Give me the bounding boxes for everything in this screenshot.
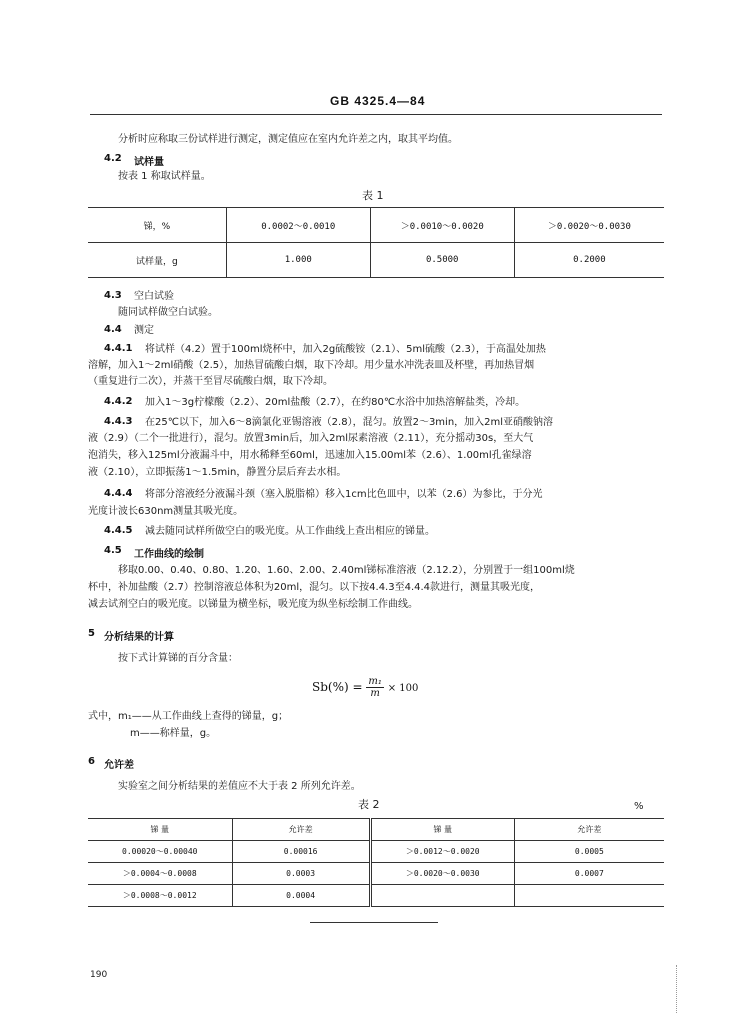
page-number: 190 bbox=[90, 970, 108, 980]
table2-unit: % bbox=[634, 801, 644, 812]
table2-cell: 0.0004 bbox=[232, 885, 370, 907]
section-4-4-5-number: 4.4.5 bbox=[104, 525, 133, 536]
table2-cell: 0.00020～0.00040 bbox=[88, 841, 232, 863]
scan-margin-mark bbox=[676, 965, 677, 1013]
table1-cell: 0.0002～0.0010 bbox=[226, 208, 370, 243]
table2-caption: 表 2 bbox=[358, 798, 380, 811]
section-6-title: 允许差 bbox=[104, 760, 134, 771]
section-4-4-4-number: 4.4.4 bbox=[104, 488, 133, 499]
formula-denominator: m bbox=[370, 688, 380, 699]
section-4-5-line: 杯中，补加盐酸（2.7）控制溶液总体积为20ml，混匀。以下按4.4.3至4.4.4款进行，测量其吸光度， bbox=[88, 582, 541, 593]
formula bbox=[312, 676, 418, 699]
intro-paragraph: 分析时应称取三份试样进行测定，测定值应在室内允许差之内，取其平均值。 bbox=[118, 134, 458, 145]
section-4-4-1-line: 溶解，加入1～2ml硝酸（2.5），加热冒硫酸白烟，取下冷却。用少量水冲洗表皿及杯壁，再加热冒烟 bbox=[88, 360, 535, 371]
table2-header-row bbox=[88, 819, 664, 841]
table1-cell: ＞0.0010～0.0020 bbox=[370, 208, 514, 243]
table1-cell: 0.2000 bbox=[514, 243, 664, 278]
section-5-text: 按下式计算锑的百分含量： bbox=[118, 653, 238, 664]
table2-header-cell: 允许差 bbox=[514, 819, 664, 841]
section-4-5-title: 工作曲线的绘制 bbox=[134, 549, 204, 560]
table1-cell: 试样量，g bbox=[88, 243, 226, 278]
table1-row bbox=[88, 208, 664, 243]
table2-header-cell: 锑 量 bbox=[370, 819, 514, 841]
section-4-2-title: 试样量 bbox=[134, 157, 164, 168]
formula-rhs: × 100 bbox=[387, 683, 419, 694]
table1-caption: 表 1 bbox=[362, 189, 384, 202]
table2-cell: 0.0007 bbox=[514, 863, 664, 885]
table2-header-cell: 锑 量 bbox=[88, 819, 232, 841]
section-4-5-line: 移取0.00、0.40、0.80、1.20、1.60、2.00、2.40ml锑标准溶液（2.12.2），分别置于一组100ml烧 bbox=[118, 565, 575, 576]
table2-cell: ＞0.0020～0.0030 bbox=[370, 863, 514, 885]
section-4-2-text: 按表 1 称取试样量。 bbox=[118, 171, 211, 182]
section-4-4-4-line: 光度计波长630nm测量其吸光度。 bbox=[88, 506, 244, 517]
section-4-4-number: 4.4 bbox=[104, 324, 122, 335]
section-4-4-3-line: 液（2.9）（二个一批进行），混匀。放置3min后，加入2ml尿素溶液（2.11），充分摇动30s，至大气 bbox=[88, 433, 534, 444]
table2-row bbox=[88, 841, 664, 863]
section-4-4-3-line: 液（2.10），立即振荡1～1.5min，静置分层后弃去水相。 bbox=[88, 467, 347, 478]
formula-fraction bbox=[366, 676, 384, 699]
section-4-4-5-line: 减去随同试样所做空白的吸光度。从工作曲线上查出相应的锑量。 bbox=[145, 526, 435, 537]
formula-numerator: m₁ bbox=[368, 676, 382, 687]
standard-code-header: GB 4325.4—84 bbox=[330, 94, 426, 108]
table2-cell: ＞0.0008～0.0012 bbox=[88, 885, 232, 907]
table1-row bbox=[88, 243, 664, 278]
section-4-3-number: 4.3 bbox=[104, 290, 122, 301]
table1-cell: ＞0.0020～0.0030 bbox=[514, 208, 664, 243]
section-5-title: 分析结果的计算 bbox=[104, 632, 174, 643]
formula-where-line-2: m——称样量，g。 bbox=[130, 728, 217, 739]
table2-cell: 0.0005 bbox=[514, 841, 664, 863]
table2-cell: 0.00016 bbox=[232, 841, 370, 863]
formula-lhs: Sb(%) = bbox=[312, 680, 363, 694]
section-4-4-3-line: 泡消失，移入125ml分液漏斗中，用水稀释至60ml，迅速加入15.00ml苯（2.6）、1.00ml孔雀绿溶 bbox=[88, 450, 532, 461]
table1-cell: 锑，% bbox=[88, 208, 226, 243]
section-4-4-3-number: 4.4.3 bbox=[104, 416, 133, 427]
section-6-number: 6 bbox=[88, 756, 95, 767]
section-4-4-2-number: 4.4.2 bbox=[104, 396, 133, 407]
formula-where-line-1: 式中，m₁——从工作曲线上查得的锑量，g； bbox=[88, 711, 289, 722]
end-of-standard-rule bbox=[310, 922, 438, 923]
table2-cell bbox=[514, 885, 664, 907]
section-4-4-1-number: 4.4.1 bbox=[104, 343, 133, 354]
section-4-4-3-line: 在25℃以下，加入6～8滴氯化亚锡溶液（2.8），混匀。放置2～3min，加入2ml亚硝酸钠溶 bbox=[145, 417, 554, 428]
section-4-4-1-line: （重复进行二次），并蒸干至冒尽硫酸白烟，取下冷却。 bbox=[88, 376, 333, 387]
section-4-4-title: 测定 bbox=[134, 325, 154, 336]
section-6-text: 实验室之间分析结果的差值应不大于表 2 所列允许差。 bbox=[118, 781, 361, 792]
table2-cell: ＞0.0012～0.0020 bbox=[370, 841, 514, 863]
section-4-5-number: 4.5 bbox=[104, 545, 122, 556]
table2 bbox=[88, 818, 664, 907]
section-4-5-line: 减去试剂空白的吸光度。以锑量为横坐标，吸光度为纵坐标绘制工作曲线。 bbox=[88, 599, 418, 610]
section-4-4-4-line: 将部分溶液经分液漏斗颈（塞入脱脂棉）移入1cm比色皿中，以苯（2.6）为参比，于分光 bbox=[145, 489, 543, 500]
table2-row bbox=[88, 863, 664, 885]
table1-cell: 0.5000 bbox=[370, 243, 514, 278]
table2-header-cell: 允许差 bbox=[232, 819, 370, 841]
table1-cell: 1.000 bbox=[226, 243, 370, 278]
section-4-2-number: 4.2 bbox=[104, 153, 122, 164]
table1 bbox=[88, 207, 664, 278]
section-4-4-2-line: 加入1～3g柠檬酸（2.2）、20ml盐酸（2.7），在约80℃水浴中加热溶解盐类，冷却。 bbox=[145, 397, 526, 408]
header-rule bbox=[90, 114, 662, 115]
section-5-number: 5 bbox=[88, 628, 95, 639]
section-4-3-text: 随同试样做空白试验。 bbox=[118, 307, 218, 318]
table2-cell bbox=[370, 885, 514, 907]
table2-cell: 0.0003 bbox=[232, 863, 370, 885]
table2-row bbox=[88, 885, 664, 907]
table2-cell: ＞0.0004～0.0008 bbox=[88, 863, 232, 885]
section-4-4-1-line: 将试样（4.2）置于100ml烧杯中，加入2g硫酸铵（2.1）、5ml硫酸（2.3），于高温处加热 bbox=[145, 344, 546, 355]
section-4-3-title: 空白试验 bbox=[134, 291, 174, 302]
